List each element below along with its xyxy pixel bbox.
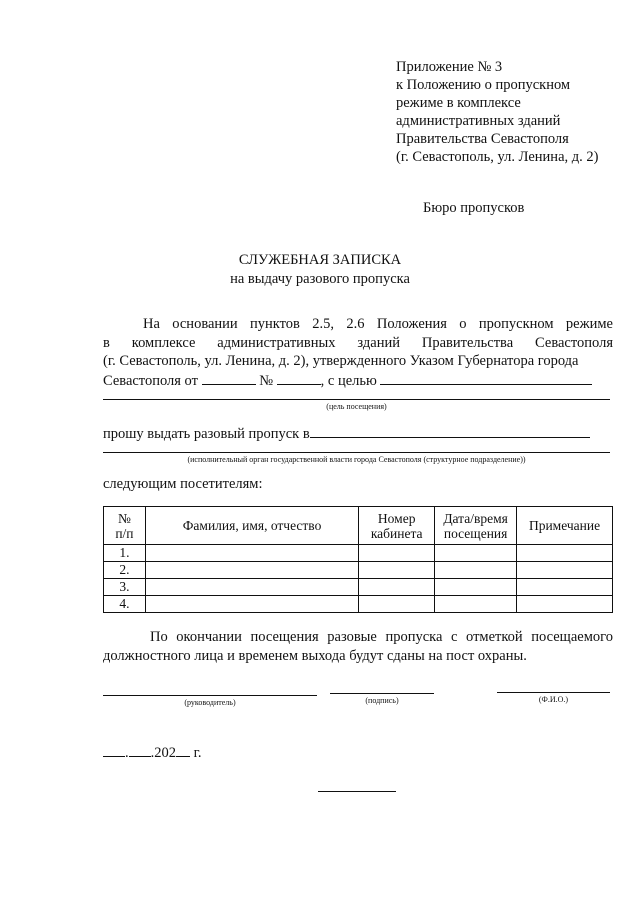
body-line-2: в комплексе административных зданий Правительства Севастополя bbox=[103, 335, 613, 351]
table-row bbox=[104, 562, 613, 579]
caption-head: (руководитель) bbox=[184, 698, 236, 707]
header-room: Номер кабинета bbox=[359, 507, 435, 545]
year-prefix: 202 bbox=[154, 745, 176, 761]
caption-organization: (исполнительный орган государственной власти города Севастополя (структурное подразделение)) bbox=[187, 455, 526, 464]
appendix-line: административных зданий bbox=[396, 113, 561, 129]
cell-full-name[interactable] bbox=[145, 596, 358, 613]
cell-note[interactable] bbox=[517, 579, 613, 596]
month-blank[interactable] bbox=[129, 742, 151, 757]
end-divider bbox=[318, 791, 396, 792]
row-number: 1. bbox=[104, 545, 146, 562]
caption-signature: (подпись) bbox=[365, 696, 399, 705]
number-blank[interactable] bbox=[277, 370, 321, 385]
cell-note[interactable] bbox=[517, 596, 613, 613]
appendix-line: (г. Севастополь, ул. Ленина, д. 2) bbox=[396, 149, 599, 165]
table-header-row bbox=[104, 507, 613, 545]
cell-note[interactable] bbox=[517, 562, 613, 579]
visitors-intro: следующим посетителям: bbox=[103, 476, 263, 492]
recipient: Бюро пропусков bbox=[423, 200, 525, 216]
cell-full-name[interactable] bbox=[145, 562, 358, 579]
appendix-line: режиме в комплексе bbox=[396, 95, 521, 111]
caption-purpose: (цель посещения) bbox=[326, 402, 387, 411]
appendix-header bbox=[396, 58, 598, 166]
appendix-line: Приложение № 3 bbox=[396, 59, 503, 75]
cell-full-name[interactable] bbox=[145, 579, 358, 596]
body-line-3: (г. Севастополь, ул. Ленина, д. 2), утвержденного Указом Губернатора города bbox=[103, 353, 579, 369]
body-line-4-end: , с целью bbox=[320, 373, 377, 389]
header-full-name: Фамилия, имя, отчество bbox=[145, 507, 358, 545]
cell-full-name[interactable] bbox=[145, 545, 358, 562]
fio-line[interactable] bbox=[497, 692, 610, 693]
row-number: 2. bbox=[104, 562, 146, 579]
head-signature-line[interactable] bbox=[103, 695, 317, 696]
request-line bbox=[103, 423, 590, 444]
document-subtitle: на выдачу разового пропуска bbox=[230, 271, 410, 287]
day-blank[interactable] bbox=[103, 742, 125, 757]
row-number: 3. bbox=[104, 579, 146, 596]
year-suffix: г. bbox=[193, 745, 202, 761]
cell-room[interactable] bbox=[359, 545, 435, 562]
body-line-4 bbox=[103, 370, 592, 391]
cell-datetime[interactable] bbox=[435, 596, 517, 613]
appendix-line: Правительства Севастополя bbox=[396, 131, 569, 147]
row-number: 4. bbox=[104, 596, 146, 613]
caption-fio: (Ф.И.О.) bbox=[538, 695, 569, 704]
body-line-4-start: Севастополя от bbox=[103, 373, 198, 389]
signature-line[interactable] bbox=[330, 693, 434, 694]
header-datetime: Дата/время посещения bbox=[435, 507, 517, 545]
appendix-line: к Положению о пропускном bbox=[396, 77, 571, 93]
organization-blank[interactable] bbox=[310, 423, 590, 438]
closing-line-1: По окончании посещения разовые пропуска с отметкой посещаемого bbox=[150, 629, 613, 645]
header-number: № п/п bbox=[104, 507, 146, 545]
visitors-table bbox=[103, 506, 613, 613]
cell-datetime[interactable] bbox=[435, 579, 517, 596]
organization-line[interactable] bbox=[103, 452, 610, 453]
cell-datetime[interactable] bbox=[435, 562, 517, 579]
request-text: прошу выдать разовый пропуск в bbox=[103, 426, 310, 442]
table-row bbox=[104, 579, 613, 596]
purpose-line[interactable] bbox=[103, 399, 610, 400]
purpose-blank[interactable] bbox=[380, 370, 592, 385]
document-date: . .202 г. bbox=[103, 742, 202, 762]
header-note: Примечание bbox=[517, 507, 613, 545]
number-sign: № bbox=[259, 373, 274, 389]
date-blank[interactable] bbox=[202, 370, 256, 385]
document-title: СЛУЖЕБНАЯ ЗАПИСКА bbox=[238, 252, 402, 268]
cell-datetime[interactable] bbox=[435, 545, 517, 562]
table-row bbox=[104, 596, 613, 613]
cell-note[interactable] bbox=[517, 545, 613, 562]
cell-room[interactable] bbox=[359, 579, 435, 596]
cell-room[interactable] bbox=[359, 562, 435, 579]
cell-room[interactable] bbox=[359, 596, 435, 613]
year-blank[interactable] bbox=[176, 742, 190, 757]
table-row bbox=[104, 545, 613, 562]
body-line-1: На основании пунктов 2.5, 2.6 Положения о пропускном режиме bbox=[143, 316, 613, 332]
closing-line-2: должностного лица и временем выхода будут сданы на пост охраны. bbox=[103, 648, 527, 664]
